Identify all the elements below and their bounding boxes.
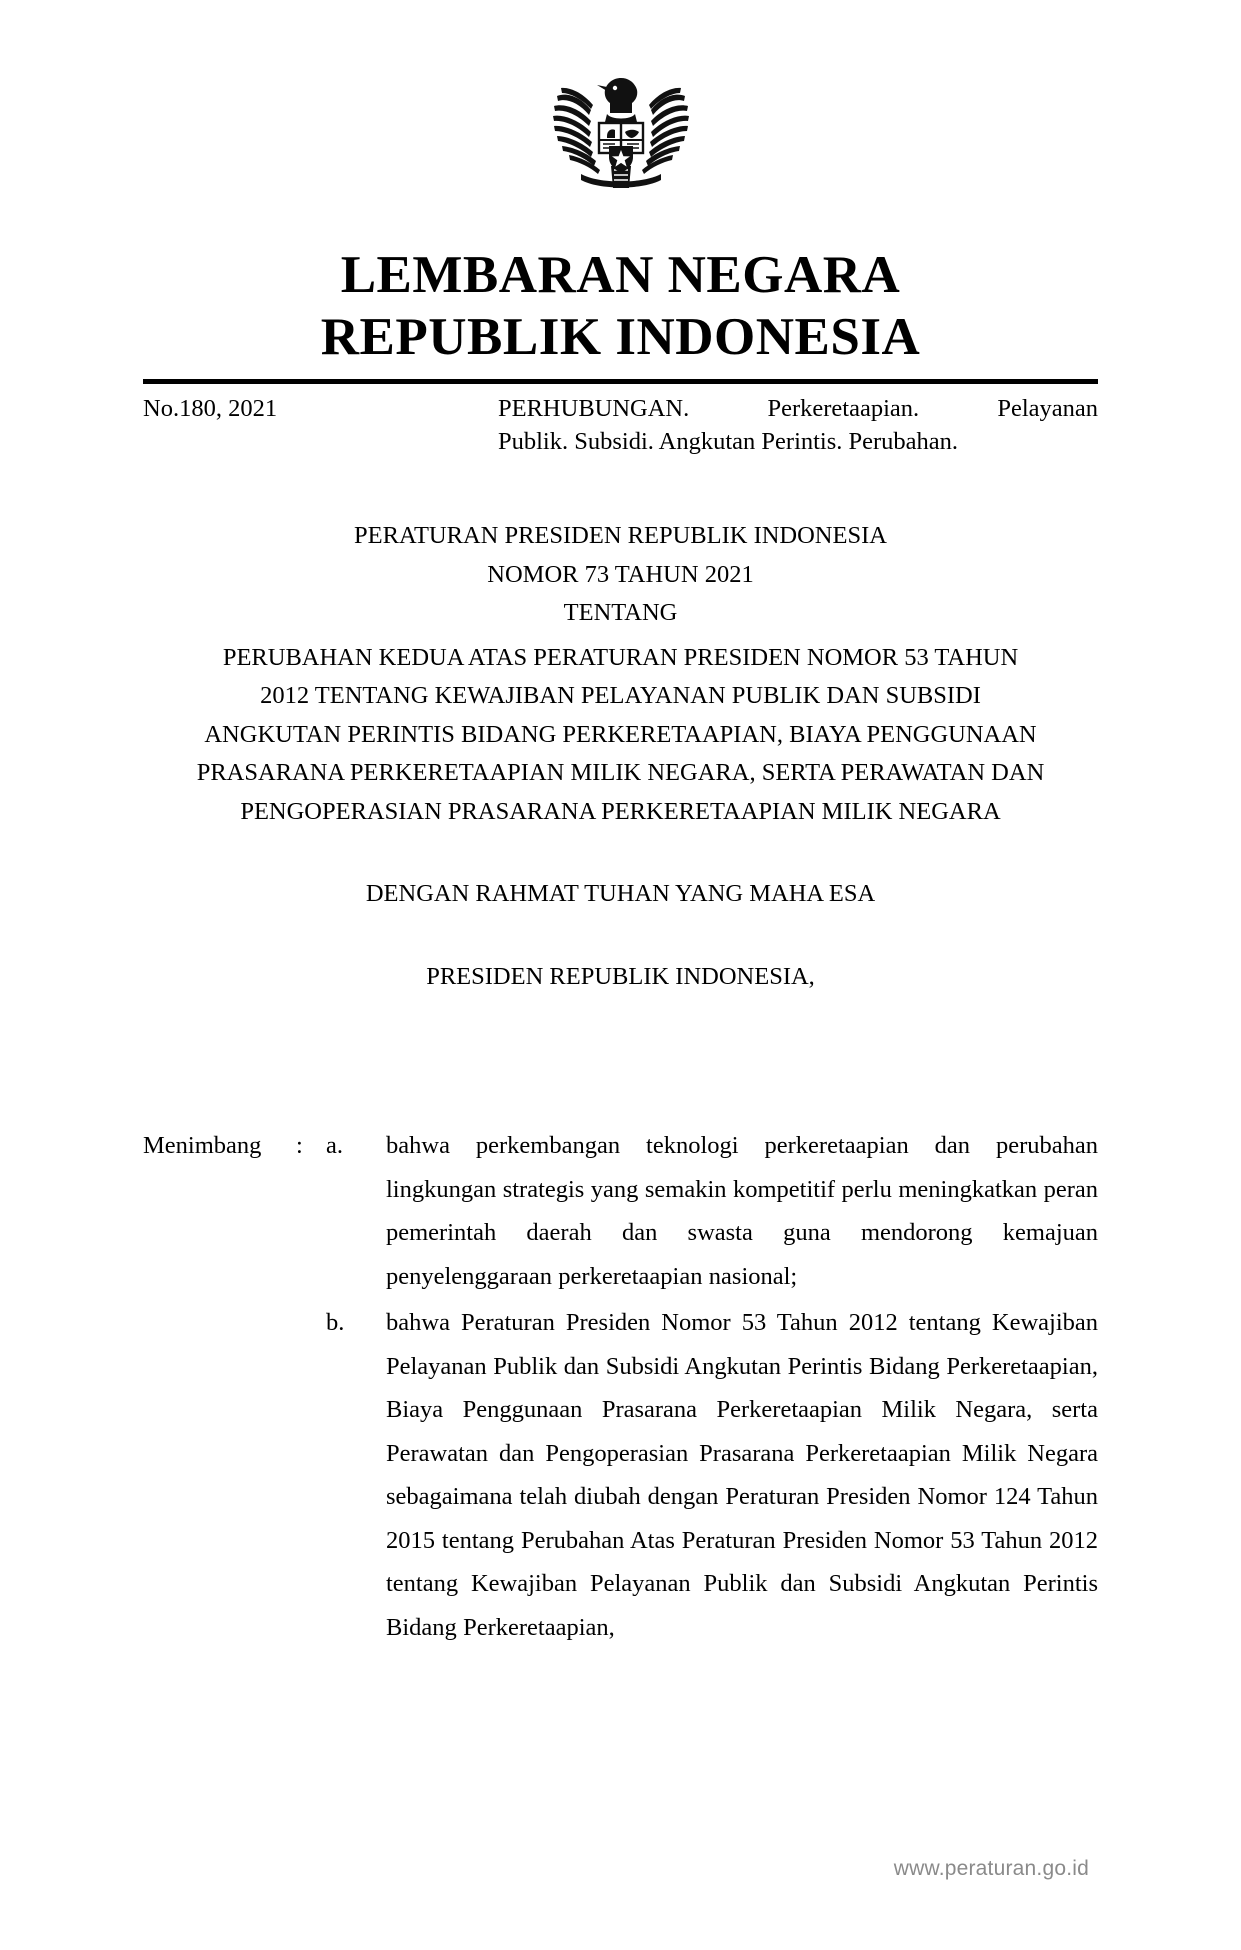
consideration-text-a: bahwa perkembangan teknologi perkeretaapian dan perubahan lingkungan strategis yang semakin kompetitif perlu meningkatkan peran pemerintah daerah dan swasta guna mendorong kemajuan penyelenggaraan perkeretaapian nasional; — [386, 1132, 1098, 1290]
consideration-text-b: bahwa Peraturan Presiden Nomor 53 Tahun 2012 tentang Kewajiban Pelayanan Publik dan Subsidi Angkutan Perintis Bidang Perkeretaapian, Biaya Penggunaan Prasarana Perkeretaapian Milik Negara, serta Perawatan dan Pengoperasian Prasarana Perkeretaapian Milik Negara sebagaimana telah diubah dengan Peraturan Presiden Nomor 124 Tahun 2015 tentang Perubahan Atas Peraturan Presiden Nomor 53 Tahun 2012 tentang Kewajiban Pelayanan Publik dan Subsidi Angkutan Perintis Bidang Perkeretaapian, — [386, 1309, 1098, 1641]
title-regulation-number: NOMOR 73 TAHUN 2021 — [487, 560, 754, 588]
consideration-item-b — [143, 1301, 1098, 1649]
consideration-marker-b: b. — [326, 1309, 345, 1336]
title-spacer-2 — [120, 831, 1121, 875]
header-meta-row — [143, 392, 1098, 458]
title-blessing: DENGAN RAHMAT TUHAN YANG MAHA ESA — [365, 880, 876, 907]
gazette-subject — [498, 392, 1098, 458]
consideration-marker-a: a. — [326, 1132, 343, 1159]
masthead — [0, 244, 1241, 368]
masthead-line-2: REPUBLIK INDONESIA — [320, 308, 921, 366]
masthead-divider — [143, 379, 1098, 384]
title-subject-line-1: PERUBAHAN KEDUA ATAS PERATURAN PRESIDEN NOMOR 53 TAHUN — [222, 643, 1019, 671]
gazette-subject-line-2: Publik. Subsidi. Angkutan Perintis. Perubahan. — [498, 428, 959, 455]
considerations-label: Menimbang — [143, 1132, 262, 1159]
considerations-colon: : — [296, 1132, 303, 1159]
gazette-number: No.180, 2021 — [143, 395, 278, 422]
garuda-pancasila-emblem — [537, 62, 705, 192]
title-authority: PRESIDEN REPUBLIK INDONESIA, — [426, 962, 815, 990]
title-subject-line-2: 2012 TENTANG KEWAJIBAN PELAYANAN PUBLIK DAN SUBSIDI — [260, 682, 981, 709]
page-footer — [0, 1857, 1241, 1881]
document-title-block — [120, 517, 1121, 996]
title-subject-line-4: PRASARANA PERKERETAAPIAN MILIK NEGARA, SERTA PERAWATAN DAN — [196, 759, 1045, 786]
masthead-line-1: LEMBARAN NEGARA — [340, 246, 901, 304]
title-spacer-3 — [120, 914, 1121, 958]
considerations-block — [143, 1124, 1098, 1649]
consideration-item-a — [143, 1124, 1098, 1298]
emblem-container — [0, 62, 1241, 192]
footer-source-url: www.peraturan.go.id — [893, 1857, 1089, 1880]
title-subject-line-3: ANGKUTAN PERINTIS BIDANG PERKERETAAPIAN, BIAYA PENGGUNAAN — [204, 720, 1037, 748]
title-subject-line-5: PENGOPERASIAN PRASARANA PERKERETAAPIAN MILIK NEGARA — [240, 797, 1001, 825]
gazette-subject-line-1: PERHUBUNGAN. Perkeretaapian. Pelayanan — [498, 395, 1098, 422]
title-regulation-type: PERATURAN PRESIDEN REPUBLIK INDONESIA — [354, 522, 887, 549]
title-tentang-label: TENTANG — [563, 599, 678, 626]
